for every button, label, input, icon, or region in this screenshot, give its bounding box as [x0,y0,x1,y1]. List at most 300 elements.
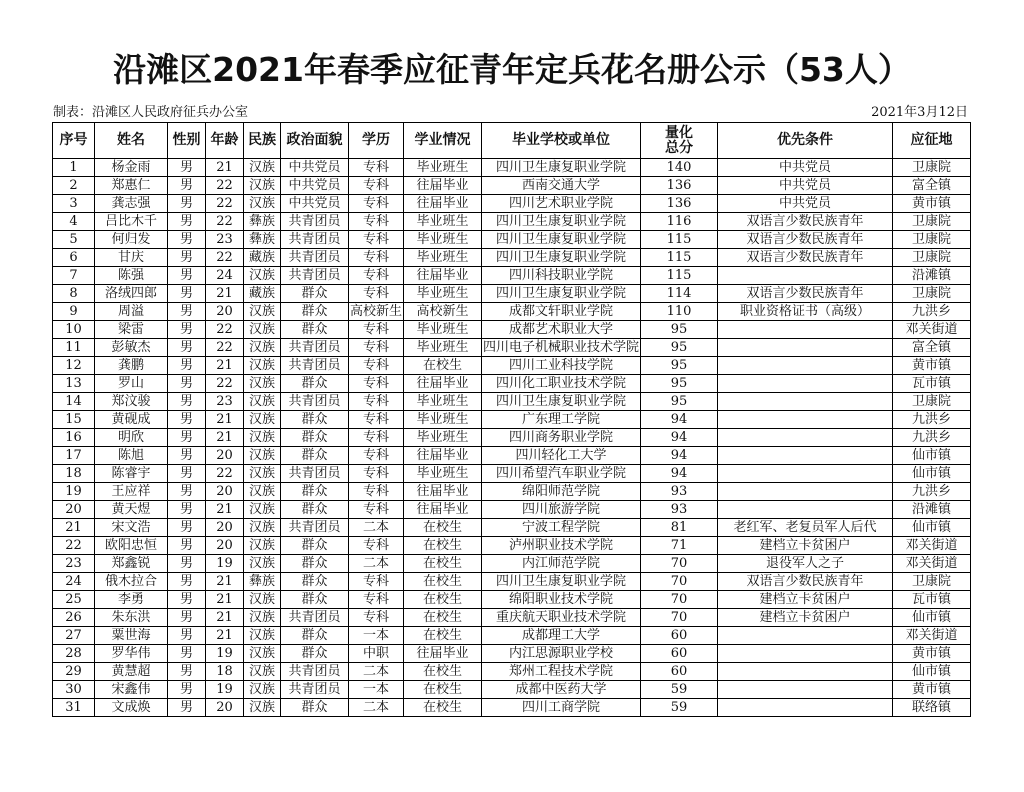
cell-region: 沿滩镇 [893,267,971,285]
cell-score: 110 [641,303,718,321]
cell-age: 24 [206,267,244,285]
cell-region: 黄市镇 [893,645,971,663]
cell-index: 1 [53,159,95,177]
cell-education: 一本 [349,627,404,645]
cell-political-status: 群众 [281,573,349,591]
cell-ethnicity: 汉族 [244,447,281,465]
cell-priority [718,429,893,447]
cell-study-status: 毕业班生 [404,339,482,357]
cell-priority [718,447,893,465]
cell-school: 内江思源职业学校 [482,645,641,663]
cell-school: 四川卫生康复职业学院 [482,159,641,177]
cell-political-status: 共青团员 [281,231,349,249]
cell-name: 杨金雨 [95,159,168,177]
cell-school: 四川希望汽车职业学院 [482,465,641,483]
table-row [53,519,971,537]
cell-region: 联络镇 [893,699,971,717]
cell-score: 70 [641,591,718,609]
cell-index: 4 [53,213,95,231]
table-row [53,447,971,465]
cell-index: 14 [53,393,95,411]
cell-ethnicity: 彝族 [244,231,281,249]
cell-priority [718,411,893,429]
roster-body [53,159,971,717]
cell-study-status: 毕业班生 [404,249,482,267]
cell-education: 专科 [349,591,404,609]
cell-gender: 男 [168,213,206,231]
cell-school: 四川旅游学院 [482,501,641,519]
cell-gender: 男 [168,501,206,519]
cell-ethnicity: 汉族 [244,375,281,393]
cell-study-status: 毕业班生 [404,393,482,411]
cell-age: 20 [206,483,244,501]
cell-name: 洛绒四郎 [95,285,168,303]
cell-education: 专科 [349,375,404,393]
cell-education: 专科 [349,465,404,483]
cell-gender: 男 [168,285,206,303]
cell-score: 93 [641,483,718,501]
cell-score: 136 [641,195,718,213]
cell-score: 95 [641,357,718,375]
cell-school: 四川电子机械职业技术学院 [482,340,639,355]
cell-ethnicity: 汉族 [244,699,281,717]
cell-school: 四川卫生康复职业学院 [482,393,641,411]
cell-region: 瓦市镇 [893,375,971,393]
cell-gender: 男 [168,447,206,465]
cell-score: 60 [641,645,718,663]
cell-ethnicity: 汉族 [244,195,281,213]
cell-ethnicity: 汉族 [244,591,281,609]
cell-score: 70 [641,609,718,627]
cell-region: 邓关街道 [893,627,971,645]
cell-priority [718,357,893,375]
cell-political-status: 共青团员 [281,609,349,627]
cell-school: 宁波工程学院 [482,519,641,537]
cell-gender: 男 [168,357,206,375]
cell-gender: 男 [168,573,206,591]
cell-gender: 男 [168,645,206,663]
cell-ethnicity: 汉族 [244,483,281,501]
cell-education: 专科 [349,339,404,357]
cell-name: 黄慧超 [95,663,168,681]
cell-age: 18 [206,663,244,681]
cell-age: 21 [206,591,244,609]
cell-ethnicity: 汉族 [244,393,281,411]
cell-political-status: 中共党员 [281,177,349,195]
cell-study-status: 往届毕业 [404,483,482,501]
cell-priority [718,663,893,681]
table-row [53,195,971,213]
table-row [53,627,971,645]
cell-gender: 男 [168,195,206,213]
cell-name: 陈强 [95,267,168,285]
cell-school: 四川轻化工大学 [482,447,641,465]
cell-education: 专科 [349,195,404,213]
cell-study-status: 在校生 [404,357,482,375]
cell-gender: 男 [168,339,206,357]
cell-school: 四川工业科技学院 [482,357,641,375]
cell-gender: 男 [168,663,206,681]
cell-age: 21 [206,609,244,627]
cell-region: 邓关街道 [893,321,971,339]
cell-political-status: 群众 [281,699,349,717]
cell-region: 卫康院 [893,249,971,267]
col-header-gender: 性别 [168,123,206,159]
cell-education: 专科 [349,357,404,375]
cell-priority [718,267,893,285]
cell-education: 专科 [349,537,404,555]
table-row [53,609,971,627]
cell-study-status: 在校生 [404,555,482,573]
cell-education: 专科 [349,213,404,231]
cell-school: 绵阳职业技术学院 [482,591,641,609]
cell-index: 26 [53,609,95,627]
cell-education: 专科 [349,609,404,627]
cell-political-status: 共青团员 [281,465,349,483]
cell-score: 116 [641,213,718,231]
cell-score: 94 [641,429,718,447]
cell-age: 19 [206,681,244,699]
cell-school: 四川卫生康复职业学院 [482,213,641,231]
col-header-education: 学历 [349,123,404,159]
cell-school: 成都文轩职业学院 [482,303,641,321]
cell-index: 13 [53,375,95,393]
cell-study-status: 在校生 [404,537,482,555]
cell-political-status: 共青团员 [281,267,349,285]
cell-index: 16 [53,429,95,447]
cell-school: 成都艺术职业大学 [482,321,641,339]
cell-gender: 男 [168,249,206,267]
table-row [53,699,971,717]
cell-school: 绵阳师范学院 [482,483,641,501]
cell-score: 59 [641,699,718,717]
cell-score: 115 [641,231,718,249]
cell-name: 李勇 [95,591,168,609]
cell-ethnicity: 彝族 [244,573,281,591]
cell-gender: 男 [168,177,206,195]
cell-priority [718,465,893,483]
cell-region: 卫康院 [893,285,971,303]
table-row [53,429,971,447]
cell-priority [718,681,893,699]
cell-school: 四川卫生康复职业学院 [482,231,641,249]
cell-study-status: 在校生 [404,591,482,609]
cell-region: 卫康院 [893,231,971,249]
cell-ethnicity: 汉族 [244,339,281,357]
publish-date: 2021年3月12日 [871,105,968,120]
cell-priority: 双语言少数民族青年 [718,285,893,303]
cell-political-status: 群众 [281,501,349,519]
cell-education: 专科 [349,483,404,501]
cell-political-status: 共青团员 [281,357,349,375]
cell-score: 70 [641,573,718,591]
cell-score: 71 [641,537,718,555]
table-row [53,357,971,375]
cell-education: 专科 [349,267,404,285]
cell-ethnicity: 汉族 [244,663,281,681]
cell-priority: 中共党员 [718,159,893,177]
cell-education: 专科 [349,501,404,519]
roster-table [52,122,971,717]
table-row [53,555,971,573]
cell-index: 12 [53,357,95,375]
cell-priority [718,501,893,519]
cell-ethnicity: 汉族 [244,429,281,447]
cell-region: 邓关街道 [893,537,971,555]
cell-region: 卫康院 [893,393,971,411]
cell-index: 11 [53,339,95,357]
cell-political-status: 共青团员 [281,213,349,231]
cell-study-status: 在校生 [404,663,482,681]
cell-score: 94 [641,411,718,429]
cell-age: 23 [206,393,244,411]
cell-score: 94 [641,465,718,483]
cell-political-status: 群众 [281,483,349,501]
cell-region: 仙市镇 [893,609,971,627]
table-row [53,465,971,483]
cell-political-status: 群众 [281,591,349,609]
cell-age: 20 [206,519,244,537]
cell-study-status: 毕业班生 [404,231,482,249]
cell-ethnicity: 汉族 [244,537,281,555]
col-header-index: 序号 [53,123,95,159]
cell-name: 龚鹏 [95,357,168,375]
cell-name: 周溢 [95,303,168,321]
cell-region: 卫康院 [893,159,971,177]
cell-gender: 男 [168,483,206,501]
cell-school: 四川卫生康复职业学院 [482,285,641,303]
cell-ethnicity: 藏族 [244,249,281,267]
cell-score: 70 [641,555,718,573]
cell-political-status: 群众 [281,429,349,447]
cell-gender: 男 [168,375,206,393]
cell-index: 8 [53,285,95,303]
cell-region: 九洪乡 [893,411,971,429]
table-row [53,591,971,609]
cell-education: 专科 [349,159,404,177]
cell-age: 21 [206,357,244,375]
table-row [53,411,971,429]
cell-gender: 男 [168,411,206,429]
cell-region: 富全镇 [893,177,971,195]
cell-gender: 男 [168,555,206,573]
cell-study-status: 在校生 [404,681,482,699]
cell-name: 梁雷 [95,321,168,339]
cell-name: 龚志强 [95,195,168,213]
cell-score: 60 [641,663,718,681]
cell-name: 何归发 [95,231,168,249]
cell-political-status: 共青团员 [281,519,349,537]
cell-gender: 男 [168,537,206,555]
cell-region: 黄市镇 [893,357,971,375]
cell-study-status: 往届毕业 [404,501,482,519]
cell-study-status: 毕业班生 [404,321,482,339]
cell-political-status: 群众 [281,537,349,555]
cell-age: 20 [206,699,244,717]
cell-school: 内江师范学院 [482,555,641,573]
cell-name: 罗华伟 [95,645,168,663]
cell-education: 专科 [349,411,404,429]
cell-school: 四川卫生康复职业学院 [482,573,641,591]
table-row [53,375,971,393]
table-row [53,285,971,303]
cell-name: 吕比木千 [95,213,168,231]
cell-education: 二本 [349,699,404,717]
cell-study-status: 往届毕业 [404,195,482,213]
cell-priority: 双语言少数民族青年 [718,249,893,267]
cell-index: 7 [53,267,95,285]
cell-gender: 男 [168,609,206,627]
table-row [53,321,971,339]
cell-score: 115 [641,267,718,285]
table-row [53,159,971,177]
cell-education: 专科 [349,393,404,411]
cell-ethnicity: 汉族 [244,267,281,285]
table-row [53,645,971,663]
cell-political-status: 群众 [281,411,349,429]
cell-gender: 男 [168,591,206,609]
cell-education: 专科 [349,573,404,591]
cell-priority: 职业资格证书（高级） [718,303,893,321]
cell-region: 仙市镇 [893,519,971,537]
cell-name: 朱东洪 [95,609,168,627]
cell-education: 专科 [349,321,404,339]
cell-school: 西南交通大学 [482,177,641,195]
cell-region: 富全镇 [893,339,971,357]
cell-score: 81 [641,519,718,537]
cell-index: 21 [53,519,95,537]
cell-education: 中职 [349,645,404,663]
col-header-ethnicity: 民族 [244,123,281,159]
cell-score: 136 [641,177,718,195]
table-row [53,663,971,681]
cell-index: 23 [53,555,95,573]
cell-age: 22 [206,375,244,393]
cell-name: 宋鑫伟 [95,681,168,699]
cell-name: 彭敏杰 [95,339,168,357]
cell-study-status: 毕业班生 [404,429,482,447]
cell-region: 九洪乡 [893,483,971,501]
cell-political-status: 群众 [281,303,349,321]
cell-priority [718,339,893,357]
cell-ethnicity: 汉族 [244,519,281,537]
cell-priority [718,699,893,717]
cell-index: 15 [53,411,95,429]
cell-political-status: 群众 [281,627,349,645]
cell-index: 18 [53,465,95,483]
cell-gender: 男 [168,627,206,645]
col-header-region: 应征地 [893,123,971,159]
cell-index: 25 [53,591,95,609]
cell-age: 21 [206,627,244,645]
cell-region: 仙市镇 [893,465,971,483]
cell-index: 6 [53,249,95,267]
cell-region: 卫康院 [893,213,971,231]
cell-name: 陈旭 [95,447,168,465]
cell-school: 泸州职业技术学院 [482,537,641,555]
cell-gender: 男 [168,681,206,699]
cell-ethnicity: 汉族 [244,321,281,339]
cell-age: 22 [206,195,244,213]
cell-age: 20 [206,537,244,555]
cell-education: 一本 [349,681,404,699]
cell-ethnicity: 汉族 [244,501,281,519]
cell-gender: 男 [168,159,206,177]
cell-education: 专科 [349,429,404,447]
cell-name: 王应祥 [95,483,168,501]
cell-study-status: 毕业班生 [404,411,482,429]
cell-gender: 男 [168,699,206,717]
cell-priority [718,645,893,663]
cell-ethnicity: 汉族 [244,411,281,429]
cell-political-status: 中共党员 [281,195,349,213]
cell-name: 明欣 [95,429,168,447]
cell-school: 四川化工职业技术学院 [482,375,641,393]
cell-name: 郑汶骏 [95,393,168,411]
cell-political-status: 群众 [281,321,349,339]
cell-age: 20 [206,447,244,465]
cell-score: 60 [641,627,718,645]
cell-score: 59 [641,681,718,699]
cell-ethnicity: 汉族 [244,159,281,177]
cell-age: 22 [206,339,244,357]
cell-age: 21 [206,411,244,429]
cell-education: 高校新生 [349,304,402,319]
cell-school: 重庆航天职业技术学院 [482,609,641,627]
cell-study-status: 毕业班生 [404,213,482,231]
cell-ethnicity: 藏族 [244,285,281,303]
cell-region: 仙市镇 [893,447,971,465]
cell-political-status: 共青团员 [281,249,349,267]
cell-school: 四川商务职业学院 [482,429,641,447]
cell-priority [718,483,893,501]
cell-index: 17 [53,447,95,465]
col-header-name: 姓名 [95,123,168,159]
cell-age: 22 [206,249,244,267]
cell-gender: 男 [168,231,206,249]
cell-region: 沿滩镇 [893,501,971,519]
cell-political-status: 共青团员 [281,663,349,681]
cell-priority: 建档立卡贫困户 [718,591,893,609]
cell-priority [718,375,893,393]
cell-priority: 中共党员 [718,195,893,213]
col-header-school: 毕业学校或单位 [482,123,641,159]
cell-school: 四川卫生康复职业学院 [482,249,641,267]
cell-study-status: 在校生 [404,627,482,645]
cell-index: 29 [53,663,95,681]
cell-study-status: 在校生 [404,699,482,717]
cell-age: 21 [206,501,244,519]
cell-score: 95 [641,393,718,411]
cell-study-status: 在校生 [404,573,482,591]
cell-ethnicity: 汉族 [244,177,281,195]
cell-political-status: 共青团员 [281,681,349,699]
cell-score: 114 [641,285,718,303]
cell-ethnicity: 彝族 [244,213,281,231]
col-header-score: 量化总分 [641,123,718,159]
cell-priority: 双语言少数民族青年 [718,213,893,231]
cell-education: 二本 [349,555,404,573]
cell-school: 成都中医药大学 [482,681,641,699]
cell-region: 邓关街道 [893,555,971,573]
table-row [53,231,971,249]
cell-name: 粟世海 [95,627,168,645]
table-row [53,573,971,591]
cell-school: 成都理工大学 [482,627,641,645]
cell-index: 31 [53,699,95,717]
col-header-political-status: 政治面貌 [281,123,349,159]
cell-region: 瓦市镇 [893,591,971,609]
